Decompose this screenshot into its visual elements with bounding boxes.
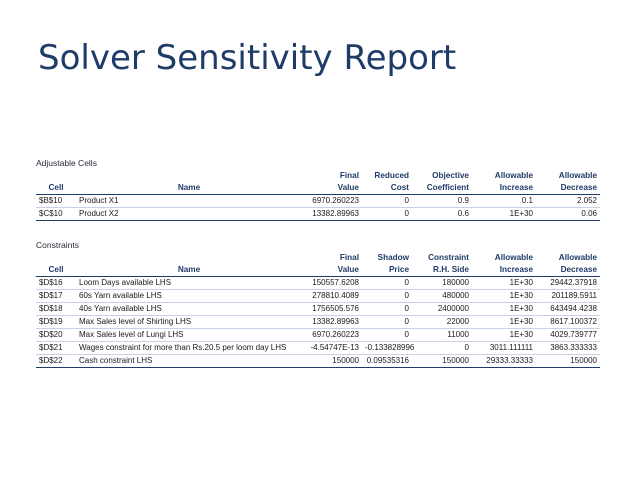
column-header: Final [339, 171, 359, 180]
column-header [76, 170, 302, 182]
table-row [36, 303, 600, 316]
table-cell: $D$16 [36, 277, 76, 290]
table-cell: 0.09535316 [362, 355, 412, 368]
table-cell: $C$10 [36, 208, 76, 221]
table-row [36, 290, 600, 303]
table-cell: 1E+30 [472, 277, 536, 290]
table-cell: Loom Days available LHS [76, 277, 302, 290]
table-cell: 13382.89963 [302, 316, 362, 329]
column-header [36, 252, 76, 264]
table-cell: $D$21 [36, 342, 76, 355]
table-cell: 150557.6208 [302, 277, 362, 290]
table-cell: 201189.5911 [536, 290, 600, 303]
table-cell: -4.54747E-13 [302, 342, 362, 355]
column-header: Allowable [558, 171, 597, 180]
constraints-section [36, 240, 600, 368]
table-cell: 150000 [302, 355, 362, 368]
table-cell: 0.6 [412, 208, 472, 221]
adjustable-cells-table [36, 170, 600, 221]
constraints-title: Constraints [36, 240, 79, 250]
column-header: Name [76, 182, 302, 195]
table-cell: 22000 [412, 316, 472, 329]
table-cell: 0.1 [472, 195, 536, 208]
table-cell: 0 [362, 303, 412, 316]
table-cell: 278810.4089 [302, 290, 362, 303]
table-cell: 1756505.576 [302, 303, 362, 316]
table-row [36, 355, 600, 368]
column-header: Name [76, 264, 302, 277]
table-cell: 0.9 [412, 195, 472, 208]
constraints-table [36, 252, 600, 368]
table-cell: $B$10 [36, 195, 76, 208]
table-cell: 6970.260223 [302, 195, 362, 208]
table-cell: 1E+30 [472, 316, 536, 329]
table-cell: 0 [362, 316, 412, 329]
table-cell: 11000 [412, 329, 472, 342]
column-header [76, 252, 302, 264]
table-cell: 40s Yarn available LHS [76, 303, 302, 316]
table-cell: Max Sales level of Lungi LHS [76, 329, 302, 342]
table-cell: 8617.100372 [536, 316, 600, 329]
table-cell: 0 [362, 195, 412, 208]
table-cell: 1E+30 [472, 290, 536, 303]
column-header: Coefficient [412, 182, 472, 195]
table-cell: $D$20 [36, 329, 76, 342]
table-cell: $D$17 [36, 290, 76, 303]
table-row [36, 342, 600, 355]
column-header: Allowable [558, 253, 597, 262]
column-header: Reduced [374, 171, 409, 180]
table-cell: 13382.89963 [302, 208, 362, 221]
table-cell: 0.06 [536, 208, 600, 221]
table-cell: 1E+30 [472, 208, 536, 221]
column-header: Constraint [428, 253, 469, 262]
column-header: Cell [36, 182, 76, 195]
table-cell: 1E+30 [472, 303, 536, 316]
table-cell: Max Sales level of Shirting LHS [76, 316, 302, 329]
column-header: Value [302, 264, 362, 277]
table-cell: Product X1 [76, 195, 302, 208]
table-cell: 180000 [412, 277, 472, 290]
column-header: Cost [362, 182, 412, 195]
table-cell: $D$22 [36, 355, 76, 368]
table-cell: 0 [362, 208, 412, 221]
table-cell: 60s Yarn available LHS [76, 290, 302, 303]
table-cell: 2400000 [412, 303, 472, 316]
column-header: Increase [472, 264, 536, 277]
table-cell: 0 [362, 277, 412, 290]
table-cell: 1E+30 [472, 329, 536, 342]
table-row [36, 316, 600, 329]
table-cell: 150000 [412, 355, 472, 368]
column-header: Increase [472, 182, 536, 195]
table-cell: Cash constraint LHS [76, 355, 302, 368]
table-cell: $D$18 [36, 303, 76, 316]
table-cell: 0 [362, 290, 412, 303]
table-row [36, 195, 600, 208]
table-cell: Product X2 [76, 208, 302, 221]
table-cell: 3011.111111 [472, 342, 536, 355]
table-row [36, 329, 600, 342]
table-cell: Wages constraint for more than Rs.20.5 per loom day LHS [76, 342, 302, 355]
table-cell: 2.052 [536, 195, 600, 208]
table-cell: 480000 [412, 290, 472, 303]
table-cell: 29333.33333 [472, 355, 536, 368]
column-header: Allowable [494, 253, 533, 262]
column-header: Price [362, 264, 412, 277]
table-cell: 3863.333333 [536, 342, 600, 355]
slide-title: Solver Sensitivity Report [38, 38, 457, 78]
column-header: R.H. Side [412, 264, 472, 277]
column-header: Decrease [536, 182, 600, 195]
adjustable-cells-title: Adjustable Cells [36, 158, 97, 168]
table-cell: 4029.739777 [536, 329, 600, 342]
column-header: Allowable [494, 171, 533, 180]
table-cell: $D$19 [36, 316, 76, 329]
table-row [36, 277, 600, 290]
table-cell: 29442.37918 [536, 277, 600, 290]
table-row [36, 208, 600, 221]
column-header: Value [302, 182, 362, 195]
column-header: Final [339, 253, 359, 262]
table-cell: 0 [362, 329, 412, 342]
adjustable-cells-section [36, 158, 600, 221]
column-header: Cell [36, 264, 76, 277]
column-header: Objective [432, 171, 469, 180]
table-cell: 0 [412, 342, 472, 355]
column-header [36, 170, 76, 182]
table-cell: 6970.260223 [302, 329, 362, 342]
table-cell: 150000 [536, 355, 600, 368]
table-cell: 643494.4238 [536, 303, 600, 316]
column-header: Shadow [377, 253, 409, 262]
column-header: Decrease [536, 264, 600, 277]
table-cell: -0.133828996 [362, 342, 412, 355]
